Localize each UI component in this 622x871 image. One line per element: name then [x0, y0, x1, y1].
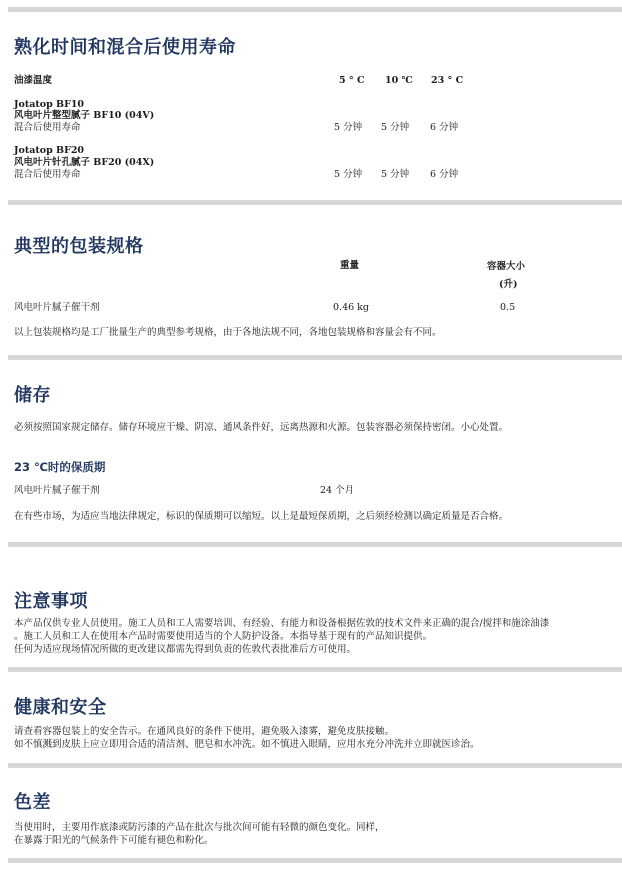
- potlife-value: 5 分钟: [381, 169, 410, 180]
- package-volume: 0.5: [500, 302, 516, 313]
- packaging-note: 以上包装规格均是工厂批量生产的典型参考规格，由于各地法规不同，各地包装规格和容量会有不同。: [14, 327, 442, 338]
- potlife-value: 5 分钟: [334, 169, 363, 180]
- volume-column-header: 容器大小: [487, 261, 526, 272]
- product-name: Jotatop BF10: [14, 99, 85, 110]
- temp-col-2: 10 ℃: [385, 75, 413, 86]
- shelf-item: 风电叶片腻子催干剂: [14, 485, 100, 496]
- product-desc: 风电叶片整型腻子 BF10 (04V): [14, 110, 155, 121]
- potlife-value: 5 分钟: [381, 122, 410, 133]
- temp-label: 油漆温度: [14, 75, 53, 86]
- section-divider: [8, 355, 622, 360]
- shelf-life-heading: 23 ℃时的保质期: [14, 460, 106, 474]
- weight-column-header: 重量: [340, 260, 360, 271]
- cure-heading: 熟化时间和混合后使用寿命: [14, 37, 236, 58]
- health-line: 如不慎溅到皮肤上应立即用合适的清洁剂、肥皂和水冲洗。如不慎进入眼睛，应用水充分冲洗并立即就医诊治。: [14, 739, 480, 750]
- temp-col-1: 5 ° C: [339, 75, 365, 86]
- section-divider: [8, 667, 622, 672]
- caution-line: 。施工人员和工人在使用本产品时需要使用适当的个人防护设备。本指导基于现有的产品知识提供。: [14, 631, 433, 642]
- caution-line: 本产品仅供专业人员使用。施工人员和工人需要培训、有经验、有能力和设备根据佐敦的技术文件来正确的混合/搅拌和施涂油漆: [14, 618, 550, 629]
- potlife-value: 6 分钟: [430, 169, 459, 180]
- product-desc: 风电叶片针孔腻子 BF20 (04X): [14, 157, 155, 168]
- color-line: 当使用时，主要用作底漆或防污漆的产品在批次与批次间可能有轻微的颜色变化。同样，: [14, 822, 385, 833]
- storage-heading: 储存: [14, 385, 51, 406]
- potlife-label: 混合后使用寿命: [14, 122, 81, 133]
- potlife-label: 混合后使用寿命: [14, 169, 81, 180]
- section-divider: [8, 200, 622, 205]
- potlife-value: 5 分钟: [334, 122, 363, 133]
- section-divider: [8, 763, 622, 768]
- health-line: 请查看容器包装上的安全告示。在通风良好的条件下使用，避免吸入漆雾，避免皮肤接触。: [14, 726, 395, 737]
- shelf-value: 24 个月: [320, 485, 355, 496]
- storage-text: 必须按照国家规定储存。储存环境应干燥、阴凉、通风条件好，远离热源和火源。包装容器必须保持密闭。小心处置。: [14, 422, 509, 433]
- color-heading: 色差: [14, 792, 51, 813]
- color-line: 在暴露于阳光的气候条件下可能有褪色和粉化。: [14, 835, 214, 846]
- shelf-note: 在有些市场，为适应当地法律规定，标识的保质期可以缩短。以上是最短保质期，之后须经检测以确定质量是否合格。: [14, 511, 509, 522]
- volume-unit-label: (升): [499, 279, 518, 290]
- product-name: Jotatop BF20: [14, 145, 85, 156]
- potlife-value: 6 分钟: [430, 122, 459, 133]
- section-divider: [8, 7, 622, 12]
- temp-col-3: 23 ° C: [431, 75, 464, 86]
- section-divider: [8, 542, 622, 547]
- package-item: 风电叶片腻子催干剂: [14, 302, 100, 313]
- caution-line: 任何为适应现场情况所做的更改建议都需先得到负责的佐敦代表批准后方可使用。: [14, 644, 357, 655]
- packaging-heading: 典型的包装规格: [14, 236, 144, 257]
- health-heading: 健康和安全: [14, 697, 107, 718]
- caution-heading: 注意事项: [14, 591, 88, 612]
- section-divider: [8, 858, 622, 863]
- package-weight: 0.46 kg: [333, 302, 370, 313]
